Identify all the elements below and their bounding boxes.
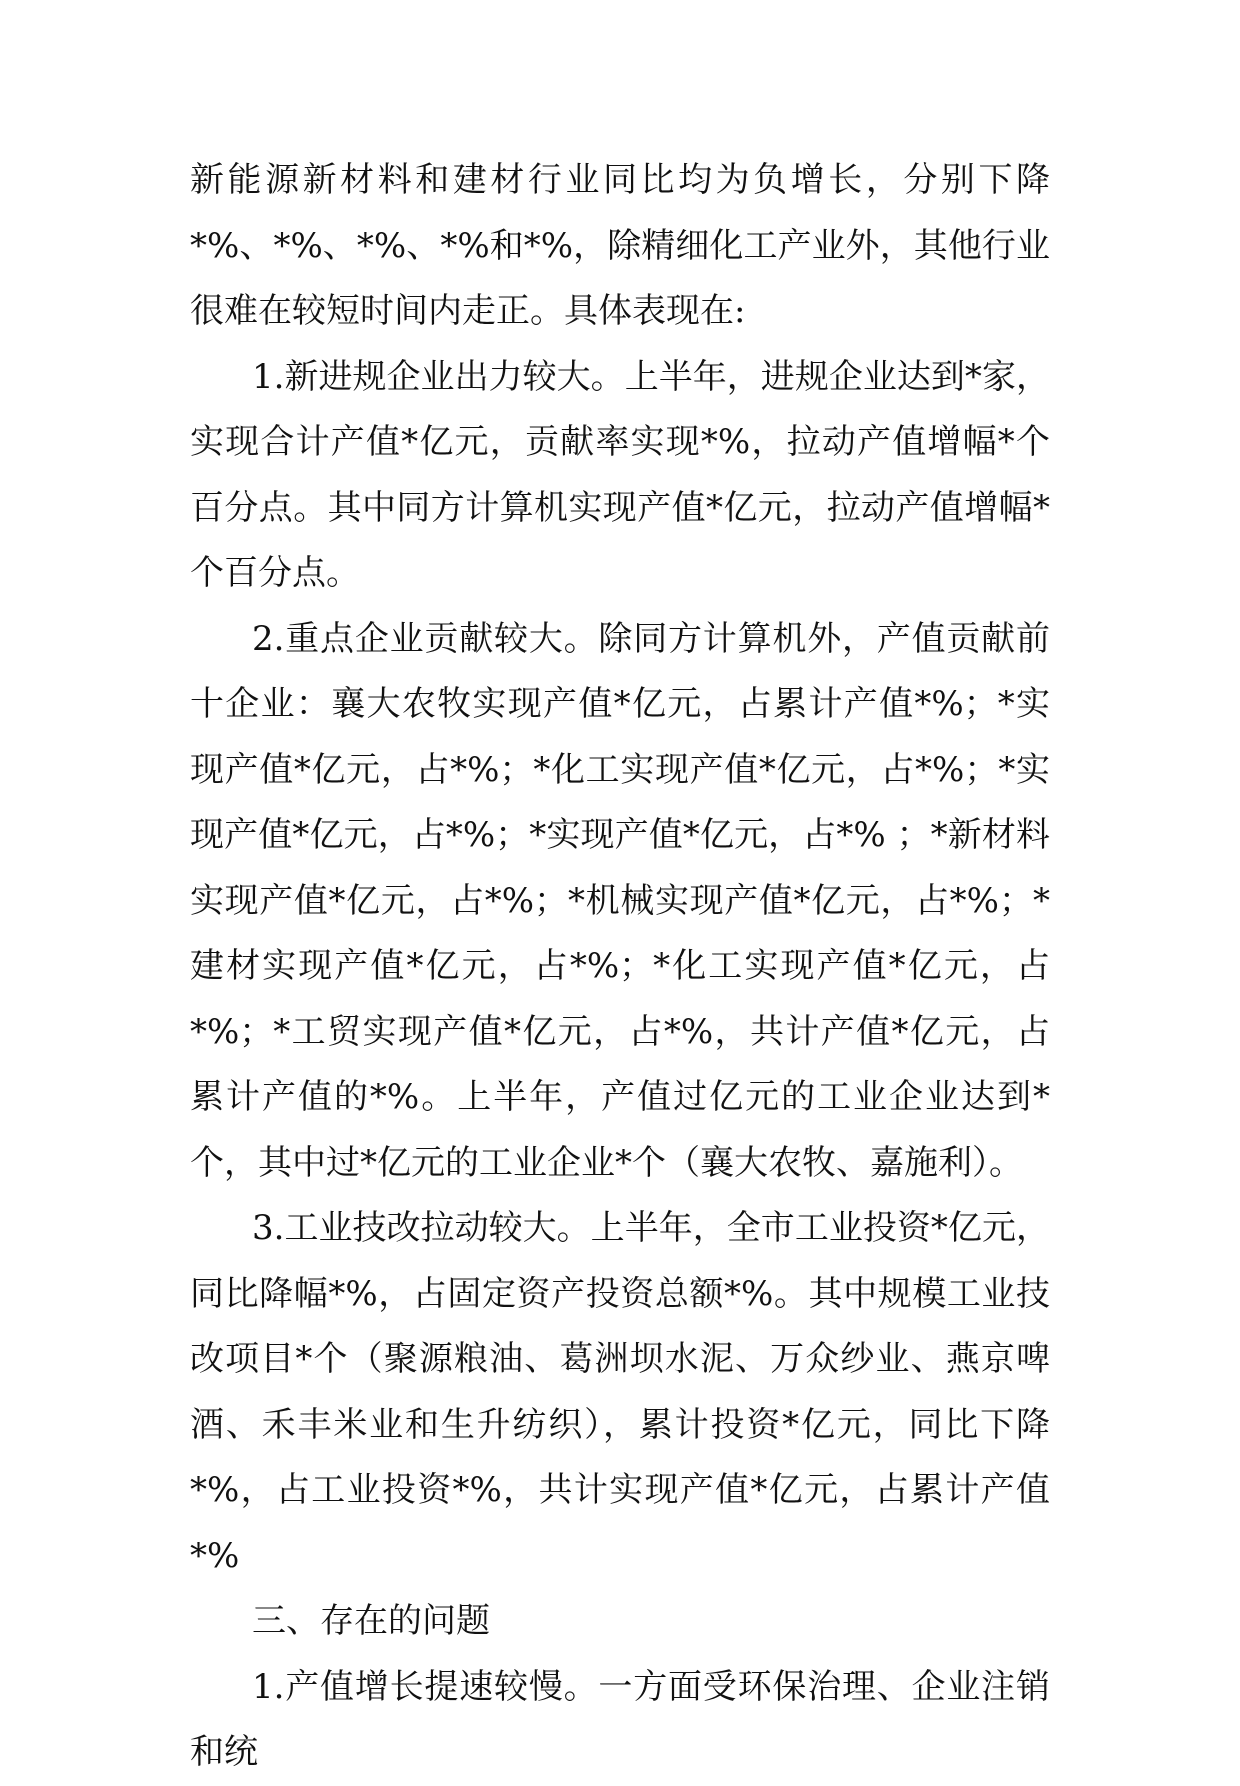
section-heading-problems: 三、存在的问题 <box>252 1601 490 1641</box>
paragraph-output-growth: 1.产值增长提速较慢。一方面受环保治理、企业注销和统 <box>190 1666 1050 1772</box>
paragraph-new-enterprises: 1.新进规企业出力较大。上半年，进规企业达到*家，实现合计产值*亿元，贡献率实现*%，拉动产值增幅*个百分点。其中同方计算机实现产值*亿元，拉动产值增幅*个百分点。 <box>190 356 1050 593</box>
paragraph-key-enterprises: 2.重点企业贡献较大。除同方计算机外，产值贡献前十企业：襄大农牧实现产值*亿元，占累计产值*%；*实现产值*亿元，占*%；*化工实现产值*亿元，占*%；*实现产值*亿元，占*%；*实现产值*亿元，占*% ；*新材料实现产值*亿元，占*%；*机械实现产值*亿元，占*%；*建材实现产值*亿元，占*%；*化工实现产值*亿元，占*%；*工贸实现产值*亿元，占*%，共计产值*亿元，占累计产值的*%。上半年，产值过亿元的工业企业达到*个，其中过*亿元的工业企业*个（襄大农牧、嘉施利）。 <box>190 618 1050 1183</box>
paragraph-industry-summary: 新能源新材料和建材行业同比均为负增长，分别下降*%、*%、*%、*%和*%，除精细化工产业外，其他行业很难在较短时间内走正。具体表现在: <box>190 160 1050 331</box>
paragraph-tech-renovation: 3.工业技改拉动较大。上半年，全市工业投资*亿元，同比降幅*%，占固定资产投资总额*%。其中规模工业技改项目*个（聚源粮油、葛洲坝水泥、万众纱业、燕京啤酒、禾丰米业和生升纺织），累计投资*亿元，同比下降*%，占工业投资*%，共计实现产值*亿元，占累计产值*% <box>190 1208 1050 1576</box>
document-page <box>190 148 1050 1786</box>
